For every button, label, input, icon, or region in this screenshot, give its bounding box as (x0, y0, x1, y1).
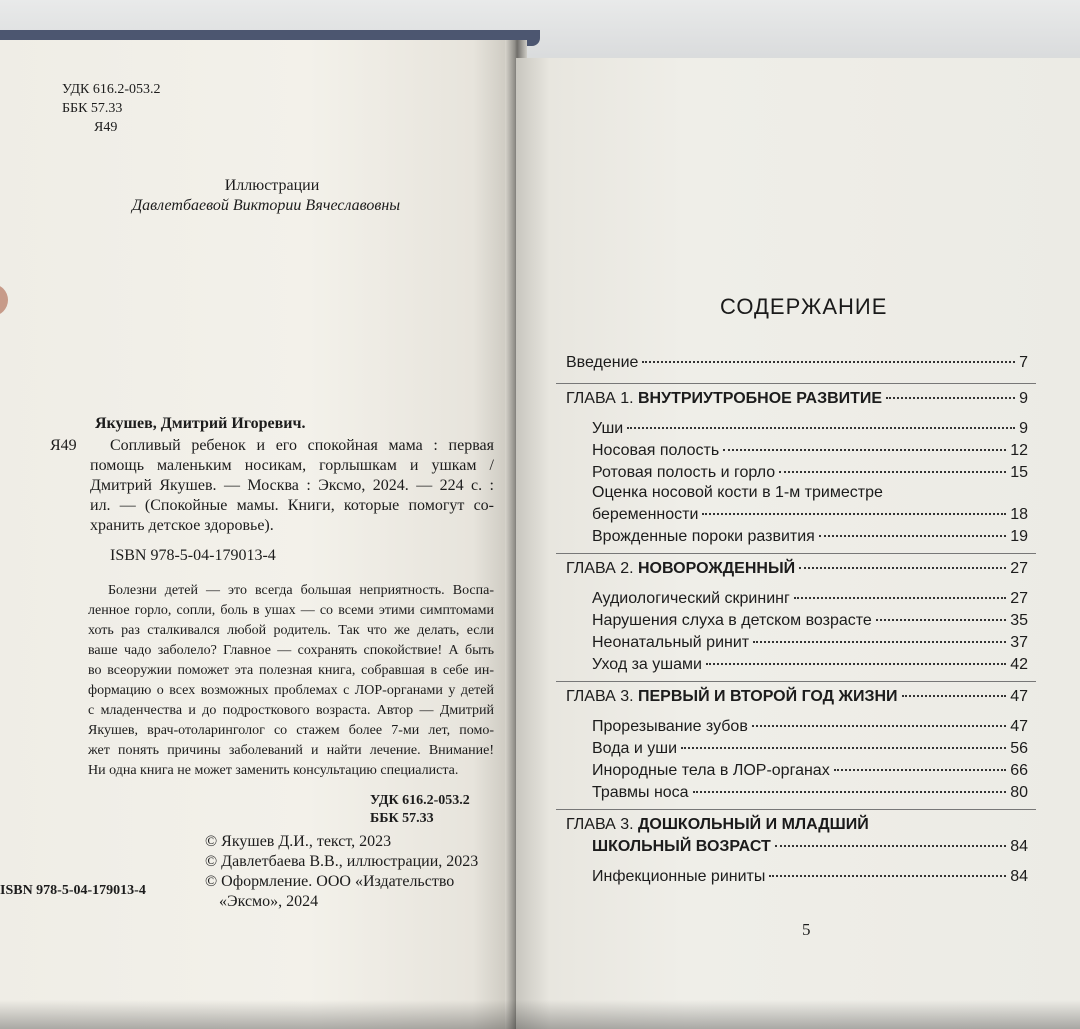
leader-dots (886, 397, 1015, 399)
toc-entry-label: Прорезывание зубов (592, 718, 748, 735)
annotation-line: ленное горло, сопли, боль в ушах — со всеми этими симптомами (88, 603, 494, 618)
leader-dots (902, 695, 1007, 697)
margin-code: Я49 (50, 437, 77, 454)
toc-chapter-1[interactable] (566, 390, 1028, 412)
toc-item[interactable] (592, 590, 1028, 612)
biblio-line: ил. — (Спокойные мамы. Книги, которые помогут со- (90, 497, 494, 514)
leader-dots (706, 663, 1006, 665)
toc-entry-label: Инфекционные риниты (592, 868, 766, 885)
toc-entry-page: 47 (1010, 688, 1028, 705)
toc-chapter-4[interactable] (566, 816, 869, 834)
biblio-line: Сопливый ребенок и его спокойная мама : первая (110, 437, 494, 454)
author-code: Я49 (94, 120, 118, 135)
toc-entry-label: Неонатальный ринит (592, 634, 750, 651)
toc-item[interactable] (592, 634, 1028, 656)
chapter-title: ВНУТРИУТРОБНОЕ РАЗВИТИЕ (638, 390, 883, 407)
toc-entry-label: Нарушения слуха в детском возрасте (592, 612, 872, 629)
udk-code: УДК 616.2-053.2 (62, 82, 161, 97)
toc-entry-page: 47 (1010, 718, 1028, 735)
toc-entry-page: 27 (1010, 590, 1028, 607)
toc-title: СОДЕРЖАНИЕ (720, 294, 888, 319)
toc-item[interactable] (592, 868, 1028, 890)
toc-entry-page: 9 (1019, 420, 1028, 437)
toc-entry-page: 12 (1010, 442, 1028, 459)
chapter-title: ПЕРВЫЙ И ВТОРОЙ ГОД ЖИЗНИ (638, 688, 898, 705)
toc-entry-page: 37 (1010, 634, 1028, 651)
copyright-line: © Якушев Д.И., текст, 2023 (205, 833, 392, 850)
chapter-title-cont: ШКОЛЬНЫЙ ВОЗРАСТ (592, 838, 771, 855)
leader-dots (723, 449, 1006, 451)
bottom-shadow (0, 1000, 1080, 1029)
leader-dots (752, 725, 1006, 727)
toc-chapter-3[interactable] (566, 688, 1028, 710)
toc-entry-page: 80 (1010, 784, 1028, 801)
toc-entry-page: 42 (1010, 656, 1028, 673)
toc-chapter-2[interactable] (566, 560, 1028, 582)
toc-entry-page: 9 (1019, 390, 1028, 407)
toc-item[interactable] (592, 718, 1028, 740)
divider (556, 383, 1036, 384)
annotation-line: во всеоружии поможет эта полезная книга, собравшая в себе ин- (88, 663, 494, 678)
annotation-line: жет понять причины заболеваний и найти лечение. Внимание! (88, 743, 494, 758)
toc-item[interactable] (592, 506, 1028, 528)
leader-dots (681, 747, 1006, 749)
isbn-line: ISBN 978-5-04-179013-4 (110, 547, 276, 564)
divider (556, 809, 1036, 810)
toc-entry-page: 27 (1010, 560, 1028, 577)
toc-entry-page: 84 (1010, 868, 1028, 885)
leader-dots (693, 791, 1007, 793)
toc-entry-label: Вода и уши (592, 740, 678, 757)
toc-entry-page: 18 (1010, 506, 1028, 523)
annotation-line: формацию о всех возможных проблемах с ЛОР-органами у детей (88, 683, 494, 698)
toc-entry-label: беременности (592, 506, 699, 523)
toc-item[interactable] (592, 464, 1028, 486)
biblio-line: хранить детское здоровье). (90, 517, 274, 534)
chapter-prefix: ГЛАВА 1. (566, 390, 634, 407)
toc-entry-page: 7 (1019, 354, 1028, 371)
divider (556, 681, 1036, 682)
annotation-line: с младенчества и до подросткового возраста. Автор — Дмитрий (88, 703, 494, 718)
leader-dots (753, 641, 1006, 643)
toc-chapter-4-line2[interactable] (592, 838, 1028, 860)
toc-item[interactable] (592, 656, 1028, 678)
leader-dots (799, 567, 1006, 569)
chapter-prefix: ГЛАВА 3. (566, 688, 634, 705)
toc-entry-page: 15 (1010, 464, 1028, 481)
toc-item[interactable] (592, 528, 1028, 550)
toc-entry-label: Введение (566, 354, 639, 371)
toc-entry-page: 56 (1010, 740, 1028, 757)
toc-entry-label[interactable]: Оценка носовой кости в 1-м триместре (592, 484, 883, 501)
divider (556, 553, 1036, 554)
toc-item[interactable] (592, 740, 1028, 762)
copyright-line: © Давлетбаева В.В., иллюстрации, 2023 (205, 853, 479, 870)
toc-item[interactable] (592, 442, 1028, 464)
biblio-line: Дмитрий Якушев. — Москва : Эксмо, 2024. — 224 с. : (90, 477, 494, 494)
toc-entry-label: Инородные тела в ЛОР-органах (592, 762, 830, 779)
leader-dots (775, 845, 1006, 847)
chapter-prefix: ГЛАВА 2. (566, 560, 634, 577)
toc-intro[interactable] (566, 354, 1028, 376)
toc-entry-page: 84 (1010, 838, 1028, 855)
annotation-line: Ни одна книга не может заменить консультацию специалиста. (88, 763, 459, 778)
leader-dots (627, 427, 1015, 429)
udk-code-bottom: УДК 616.2-053.2 (370, 793, 470, 808)
toc-item[interactable] (592, 420, 1028, 442)
toc-entry-label: Носовая полость (592, 442, 720, 459)
toc-item[interactable] (592, 762, 1028, 784)
leader-dots (834, 769, 1007, 771)
toc-entry-label: Ротовая полость и горло (592, 464, 776, 481)
toc-entry-label: Аудиологический скрининг (592, 590, 790, 607)
toc-item[interactable] (592, 784, 1028, 806)
leader-dots (769, 875, 1006, 877)
author-heading: Якушев, Дмитрий Игоревич. (95, 415, 306, 432)
illustrator-name: Давлетбаевой Виктории Вячеславовны (132, 197, 401, 214)
toc-entry-label: Врожденные пороки развития (592, 528, 815, 545)
bbk-code: ББК 57.33 (62, 101, 123, 116)
toc-entry-label: Травмы носа (592, 784, 689, 801)
leader-dots (876, 619, 1006, 621)
toc-item[interactable] (592, 612, 1028, 634)
illustrations-title: Иллюстрации (224, 177, 320, 194)
chapter-title: НОВОРОЖДЕННЫЙ (638, 560, 796, 577)
isbn-bottom: ISBN 978-5-04-179013-4 (0, 883, 146, 898)
chapter-title: ДОШКОЛЬНЫЙ И МЛАДШИЙ (638, 816, 869, 833)
annotation-line: хоть раз сталкивался любой родитель. Так что же делать, если (88, 623, 494, 638)
left-page (0, 40, 514, 1029)
toc-entry-page: 35 (1010, 612, 1028, 629)
toc-entry-label: Уход за ушами (592, 656, 702, 673)
annotation-line: ваше чадо заболело? Главное — сохранять спокойствие! А быть (88, 643, 494, 658)
biblio-line: помощь маленьким носикам, горлышкам и ушкам / (90, 457, 494, 474)
copyright-line: © Оформление. ООО «Издательство (205, 873, 455, 890)
leader-dots (779, 471, 1006, 473)
leader-dots (702, 513, 1006, 515)
toc-entry-label: Уши (592, 420, 624, 437)
annotation-line: Якушев, врач-отоларинголог со стажем более 7-ми лет, помо- (88, 723, 494, 738)
chapter-prefix: ГЛАВА 3. (566, 816, 634, 833)
leader-dots (642, 361, 1015, 363)
right-page (516, 58, 1080, 1029)
copyright-line: «Эксмо», 2024 (219, 893, 319, 910)
annotation-line: Болезни детей — это всегда большая неприятность. Воспа- (108, 583, 494, 598)
leader-dots (794, 597, 1006, 599)
bbk-code-bottom: ББК 57.33 (370, 811, 434, 826)
toc-entry-page: 19 (1010, 528, 1028, 545)
page-number: 5 (802, 920, 811, 939)
leader-dots (819, 535, 1006, 537)
toc-entry-page: 66 (1010, 762, 1028, 779)
